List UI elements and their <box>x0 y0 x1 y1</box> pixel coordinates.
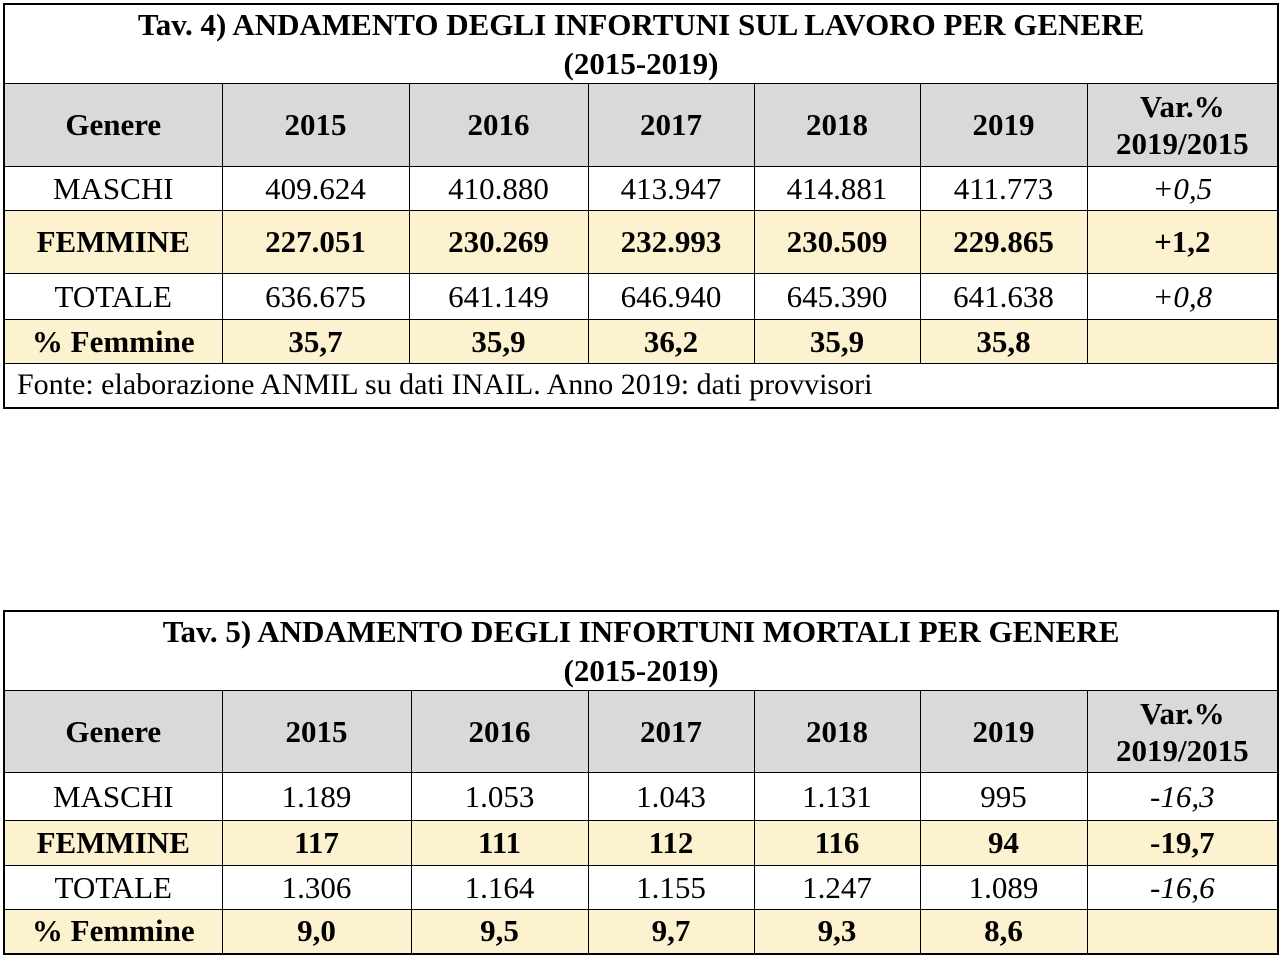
cell-value: 230.269 <box>409 211 588 274</box>
cell-value: 410.880 <box>409 167 588 211</box>
source-note: Fonte: elaborazione ANMIL su dati INAIL. Anno 2019: dati provvisori <box>4 364 1278 408</box>
table-row <box>4 773 1278 821</box>
header-row <box>4 691 1278 773</box>
cell-var: +0,5 <box>1087 167 1278 211</box>
header-2016: 2016 <box>409 84 588 167</box>
cell-var: -16,3 <box>1087 773 1278 821</box>
cell-value: 641.638 <box>920 274 1087 320</box>
table-row <box>4 167 1278 211</box>
cell-value: 1.164 <box>411 866 588 910</box>
header-row <box>4 84 1278 167</box>
cell-value: 94 <box>920 821 1087 866</box>
cell-value: 1.189 <box>222 773 411 821</box>
cell-value: 35,8 <box>920 320 1087 364</box>
cell-value: 1.131 <box>754 773 920 821</box>
row-label: % Femmine <box>4 910 222 954</box>
cell-value: 36,2 <box>588 320 754 364</box>
row-label: TOTALE <box>4 274 222 320</box>
table-row <box>4 211 1278 274</box>
row-label: MASCHI <box>4 773 222 821</box>
cell-value: 414.881 <box>754 167 920 211</box>
row-label: % Femmine <box>4 320 222 364</box>
cell-value: 413.947 <box>588 167 754 211</box>
title-line-2: (2015-2019) <box>563 653 719 688</box>
header-2018: 2018 <box>754 691 920 773</box>
cell-var: +0,8 <box>1087 274 1278 320</box>
title-line-1: Tav. 5) ANDAMENTO DEGLI INFORTUNI MORTALI PER GENERE <box>162 614 1120 649</box>
header-2016: 2016 <box>411 691 588 773</box>
table-title <box>4 611 1278 691</box>
cell-value: 995 <box>920 773 1087 821</box>
cell-value: 8,6 <box>920 910 1087 954</box>
row-label: FEMMINE <box>4 211 222 274</box>
cell-var <box>1087 320 1278 364</box>
cell-value: 9,3 <box>754 910 920 954</box>
cell-value: 409.624 <box>222 167 409 211</box>
cell-var: -16,6 <box>1087 866 1278 910</box>
table-row <box>4 821 1278 866</box>
table-tav5 <box>3 610 1279 955</box>
cell-value: 1.247 <box>754 866 920 910</box>
header-2017: 2017 <box>588 84 754 167</box>
title-line-1: Tav. 4) ANDAMENTO DEGLI INFORTUNI SUL LAVORO PER GENERE <box>137 7 1145 42</box>
cell-value: 646.940 <box>588 274 754 320</box>
cell-value: 636.675 <box>222 274 409 320</box>
header-2019: 2019 <box>920 84 1087 167</box>
cell-value: 229.865 <box>920 211 1087 274</box>
header-2015: 2015 <box>222 691 411 773</box>
header-2018: 2018 <box>754 84 920 167</box>
row-label: FEMMINE <box>4 821 222 866</box>
header-genere: Genere <box>4 84 222 167</box>
cell-value: 645.390 <box>754 274 920 320</box>
cell-var <box>1087 910 1278 954</box>
header-var: Var.% 2019/2015 <box>1087 84 1278 167</box>
cell-value: 1.306 <box>222 866 411 910</box>
cell-value: 35,9 <box>409 320 588 364</box>
table-row <box>4 910 1278 954</box>
cell-var: -19,7 <box>1087 821 1278 866</box>
table-row <box>4 320 1278 364</box>
header-2017: 2017 <box>588 691 754 773</box>
title-line-2: (2015-2019) <box>563 46 719 81</box>
header-genere: Genere <box>4 691 222 773</box>
cell-value: 112 <box>588 821 754 866</box>
header-2015: 2015 <box>222 84 409 167</box>
cell-value: 9,7 <box>588 910 754 954</box>
cell-value: 9,5 <box>411 910 588 954</box>
cell-value: 111 <box>411 821 588 866</box>
table-row <box>4 274 1278 320</box>
cell-value: 1.155 <box>588 866 754 910</box>
cell-value: 227.051 <box>222 211 409 274</box>
cell-value: 1.053 <box>411 773 588 821</box>
table-title <box>4 4 1278 84</box>
cell-value: 35,7 <box>222 320 409 364</box>
cell-value: 641.149 <box>409 274 588 320</box>
cell-value: 411.773 <box>920 167 1087 211</box>
cell-value: 1.089 <box>920 866 1087 910</box>
cell-value: 116 <box>754 821 920 866</box>
header-var: Var.% 2019/2015 <box>1087 691 1278 773</box>
cell-value: 1.043 <box>588 773 754 821</box>
table-row <box>4 866 1278 910</box>
cell-value: 35,9 <box>754 320 920 364</box>
cell-value: 230.509 <box>754 211 920 274</box>
row-label: TOTALE <box>4 866 222 910</box>
cell-value: 9,0 <box>222 910 411 954</box>
cell-value: 117 <box>222 821 411 866</box>
table-tav4 <box>3 3 1279 409</box>
header-2019: 2019 <box>920 691 1087 773</box>
cell-value: 232.993 <box>588 211 754 274</box>
cell-var: +1,2 <box>1087 211 1278 274</box>
row-label: MASCHI <box>4 167 222 211</box>
